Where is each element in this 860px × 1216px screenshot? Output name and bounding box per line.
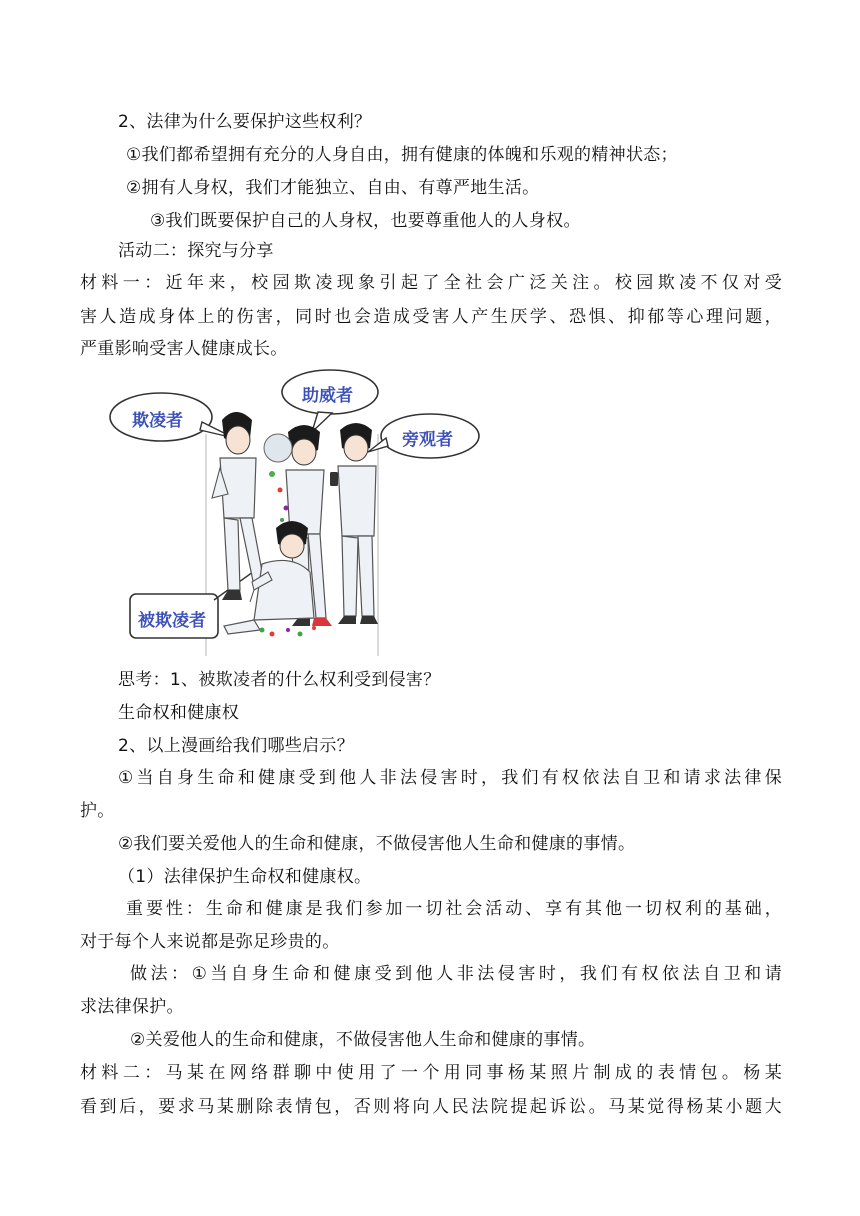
- bully-figure: [212, 412, 264, 600]
- comic-insight-2: ②我们要关爱他人的生命和健康，不做侵害他人生命和健康的事情。: [118, 834, 636, 854]
- comic-insight-1-line-2: 护。: [80, 801, 115, 821]
- comic-insight-1-line-1: ①当自身生命和健康受到他人非法侵害时，我们有权依法自卫和请求法律保: [118, 768, 782, 788]
- bullying-comic-illustration: [104, 368, 484, 658]
- label-bystander: 旁观者: [402, 430, 453, 450]
- importance-line-1: 重要性：生命和健康是我们参加一切社会活动、享有其他一切权利的基础，: [126, 899, 782, 919]
- bystander-figure: [330, 423, 378, 624]
- label-bully: 欺凌者: [132, 411, 183, 431]
- method-line-3: ②关爱他人的生命和健康，不做侵害他人生命和健康的事情。: [130, 1030, 596, 1050]
- comic-question-2: 2、以上漫画给我们哪些启示？: [118, 736, 355, 756]
- answer-point-1: ①我们都希望拥有充分的人身自由，拥有健康的体魄和乐观的精神状态；: [126, 145, 678, 165]
- importance-line-2: 对于每个人来说都是弥足珍贵的。: [80, 932, 340, 952]
- answer-point-3: ③我们既要保护自己的人身权，也要尊重他人的人身权。: [150, 211, 581, 231]
- label-helper: 助威者: [302, 386, 353, 406]
- material-two-line-2: 看到后，要求马某删除表情包，否则将向人民法院提起诉讼。马某觉得杨某小题大: [80, 1097, 782, 1117]
- question-why-protect: 2、法律为什么要保护这些权利？: [118, 112, 372, 132]
- material-one-line-2: 害人造成身体上的伤害，同时也会造成受害人产生厌学、恐惧、抑郁等心理问题，: [80, 307, 782, 327]
- answer-point-2: ②拥有人身权，我们才能独立、自由、有尊严地生活。: [126, 178, 540, 198]
- material-two-line-1: 材料二：马某在网络群聊中使用了一个用同事杨某照片制成的表情包。杨某: [80, 1063, 782, 1083]
- activity-two-heading: 活动二：探究与分享: [118, 241, 274, 261]
- think-answer-1: 生命权和健康权: [118, 703, 240, 723]
- point-law-protects-life-health: （1）法律保护生命权和健康权。: [118, 867, 372, 887]
- label-victim: 被欺凌者: [138, 611, 206, 631]
- method-line-2: 求法律保护。: [80, 997, 184, 1017]
- method-line-1: 做法：①当自身生命和健康受到他人非法侵害时，我们有权依法自卫和请: [130, 964, 782, 984]
- think-question-1: 思考：1、被欺凌者的什么权利受到侵害？: [118, 670, 441, 690]
- material-one-line-1: 材料一：近年来，校园欺凌现象引起了全社会广泛关注。校园欺凌不仅对受: [80, 273, 782, 293]
- material-one-line-3: 严重影响受害人健康成长。: [80, 339, 288, 359]
